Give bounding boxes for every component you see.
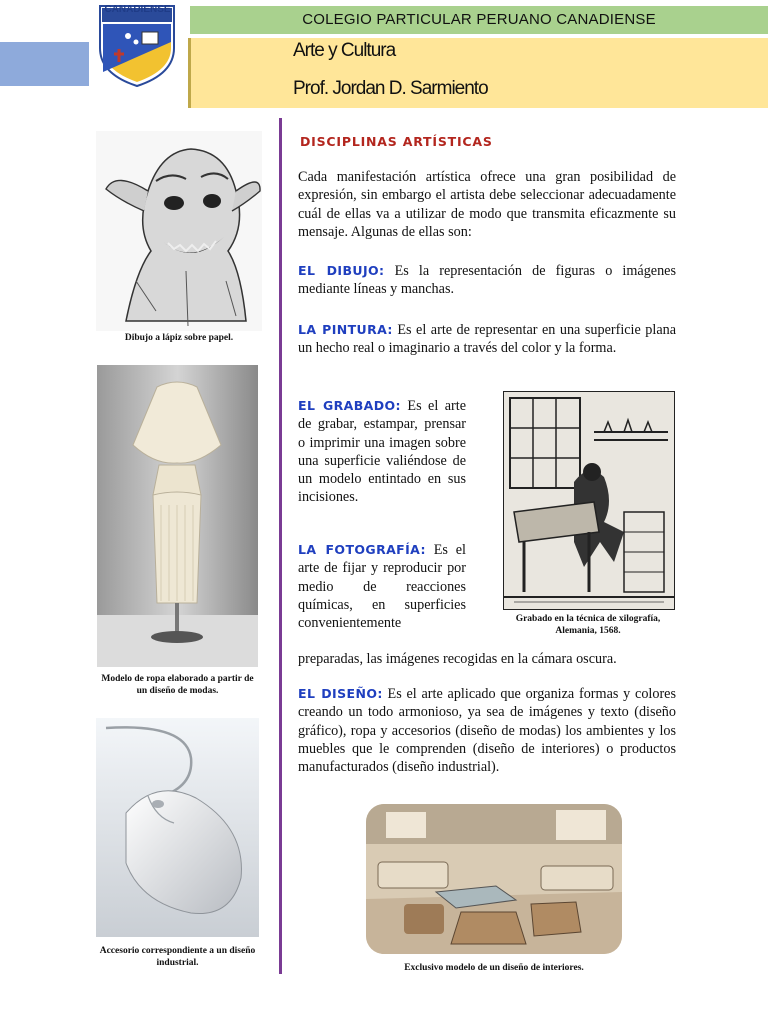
crest-label: CANADIENSE [104, 4, 171, 15]
engraving-text: Es el arte de grabar, estampar, prensar o imprimir una imagen sobre una superficie valiéndose de un modelo entintado en sus incisiones. [298, 398, 467, 506]
drawing-caption: Dibujo a lápiz sobre papel. [124, 333, 234, 343]
design-definition [298, 685, 676, 776]
design-text: Es el arte aplicado que organiza formas y colores creando un todo armonioso, ya sea de imágenes y texto (diseño gráfico), ropa y accesorios (diseño de modas) los ambientes y los muebles que le comprenden (diseño de interiores) o productos manufacturados (diseño industrial). [298, 686, 677, 776]
interior-design-image [366, 804, 622, 954]
fashion-caption: Modelo de ropa elaborado a partir de un diseño de modas. [101, 674, 254, 696]
section-heading: DISCIPLINAS ARTÍSTICAS [300, 134, 493, 149]
woodcut-engraving-image [503, 391, 675, 610]
photography-term: LA FOTOGRAFÍA: [298, 542, 426, 557]
drawing-definition [298, 262, 676, 299]
drawing-term: EL DIBUJO: [298, 263, 385, 278]
school-name: COLEGIO PARTICULAR PERUANO CANADIENSE [302, 11, 656, 28]
painting-definition [298, 321, 676, 358]
intro-paragraph: Cada manifestación artística ofrece una gran posibilidad de expresión, sin embargo el artista debe seleccionar adecuadamente cuál de ellas va a utilizar de modo que transmita eficazmente su mensaje. Algunas de ellas son: [298, 169, 676, 240]
photography-definition [298, 541, 466, 632]
interior-caption: Exclusivo modelo de un diseño de interiores. [404, 963, 584, 973]
pencil-drawing-image [96, 131, 262, 331]
mouse-caption: Accesorio correspondiente a un diseño industrial. [99, 946, 256, 968]
photography-text-continued: preparadas, las imágenes recogidas en la cámara oscura. [298, 651, 617, 667]
painting-text: Es el arte de representar en una superficie plana un hecho real o imaginario a través del color y la forma. [298, 322, 677, 357]
photography-text: Es el arte de fijar y reproducir por medio de reacciones químicas, en superficies convenientemente [298, 542, 466, 632]
painting-term: LA PINTURA: [298, 322, 393, 337]
design-term: EL DISEÑO: [298, 686, 383, 701]
teacher-name: Prof. Jordan D. Sarmiento [293, 78, 488, 99]
header-accent-tab [0, 42, 89, 86]
computer-mouse-image [96, 718, 259, 937]
column-divider [279, 118, 282, 974]
drawing-text: Es la representación de figuras o imágenes mediante líneas y manchas. [298, 263, 676, 298]
engraving-term: EL GRABADO: [298, 398, 401, 413]
course-title: Arte y Cultura [293, 40, 396, 61]
engraving-caption: Grabado en la técnica de xilografía, Alemania, 1568. [515, 614, 661, 636]
fashion-model-image [97, 365, 258, 667]
engraving-definition [298, 397, 466, 507]
